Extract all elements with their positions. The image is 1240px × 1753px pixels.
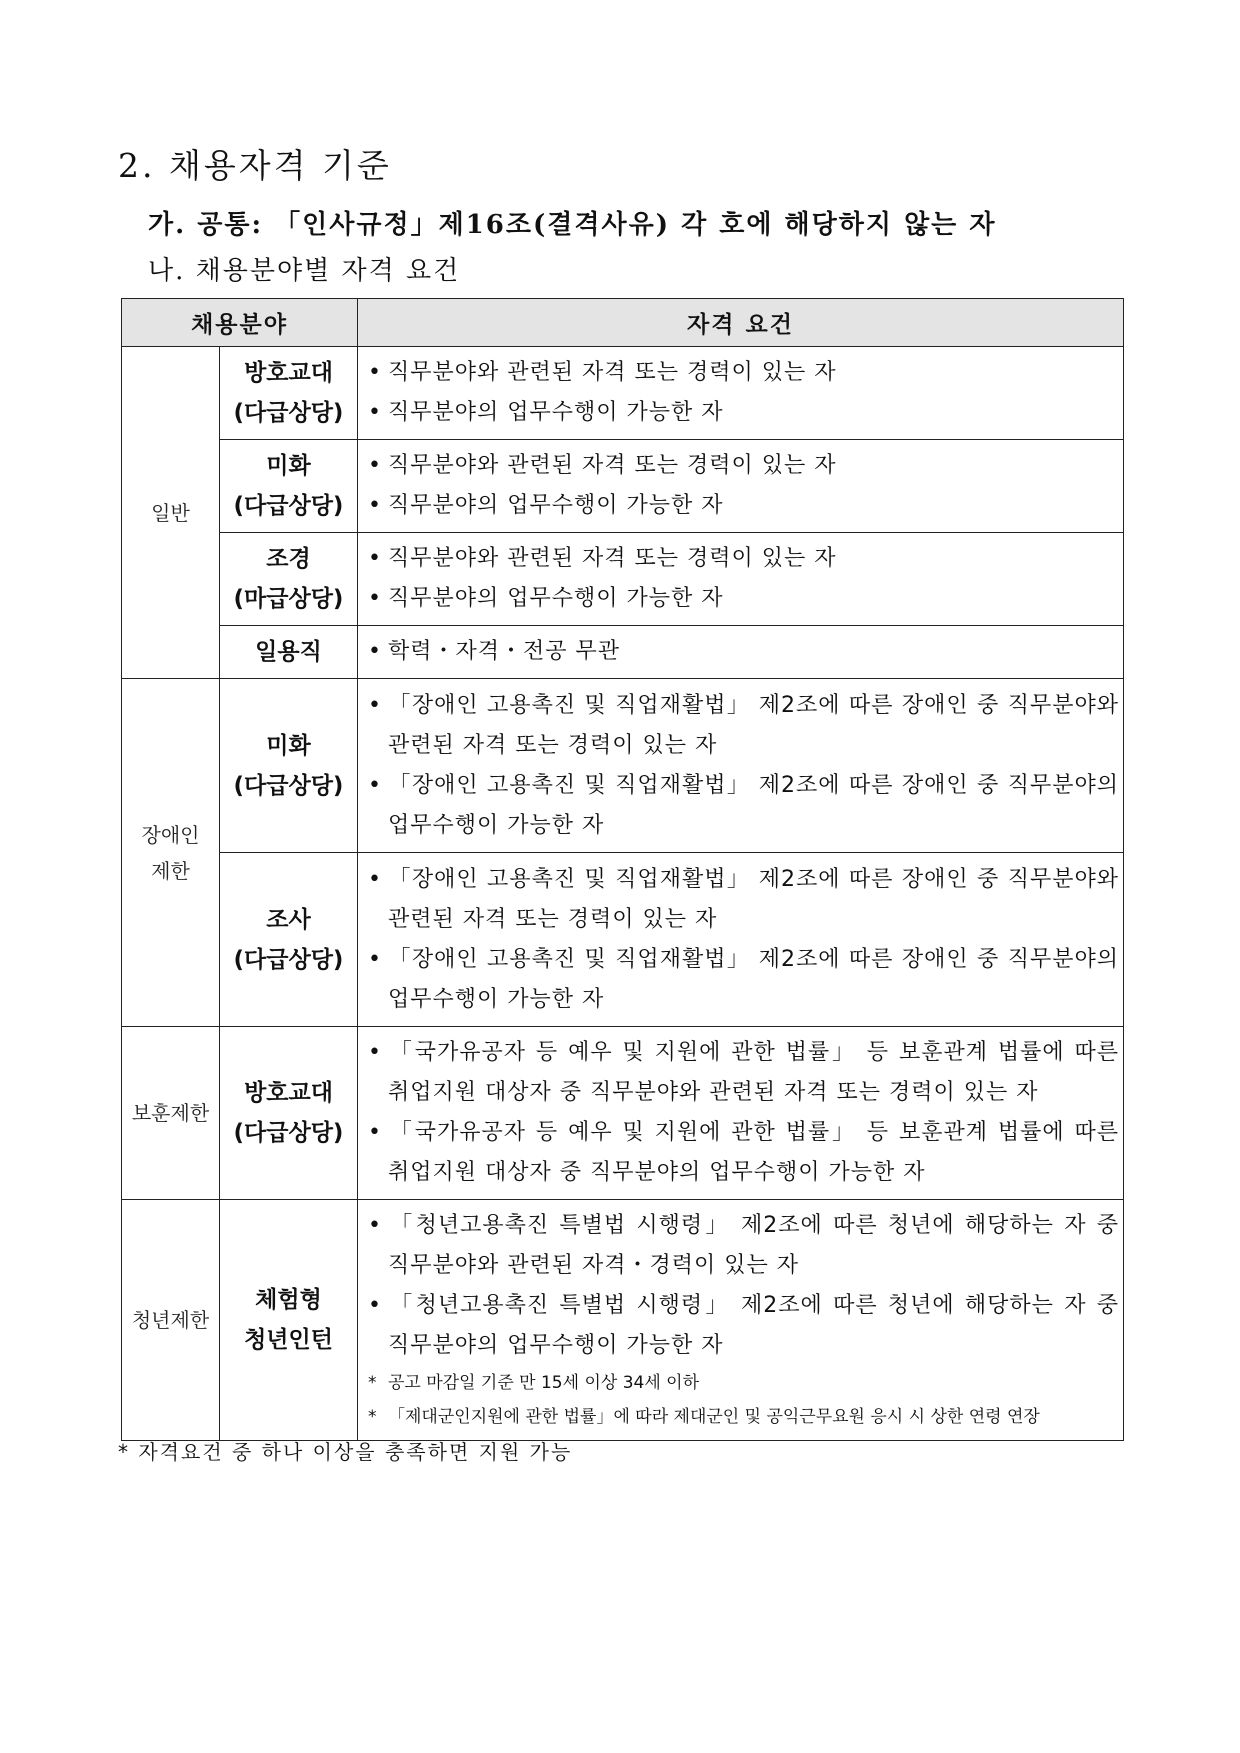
note-mark: * [368,1407,377,1427]
common-requirement-heading: 가. 공통: 「인사규정」제16조(결격사유) 각 호에 해당하지 않는 자 [148,210,997,240]
requirement-cell [358,347,1124,440]
field-name: 미화 [266,453,311,479]
table-row [122,1027,1124,1200]
requirement-cell [358,853,1124,1027]
category-cell [122,1200,220,1441]
field-cell [220,440,358,533]
requirement-item: • 직무분야와 관련된 자격 또는 경력이 있는 자 [368,539,1119,579]
field-cell [220,347,358,440]
field-name: 방호교대 [244,360,333,386]
requirement-item: • 「국가유공자 등 예우 및 지원에 관한 법률」 등 보훈관계 법률에 따른 취업지원 대상자 중 직무분야와 관련된 자격 또는 경력이 있는 자 [368,1033,1119,1113]
bullet: • [368,400,382,425]
table-row [122,626,1124,679]
table-row [122,440,1124,533]
field-cell [220,533,358,626]
requirement-cell [358,1027,1124,1200]
requirement-item: • 직무분야의 업무수행이 가능한 자 [368,393,1119,433]
field-requirement-heading: 나. 채용분야별 자격 요건 [148,256,461,286]
requirement-item: • 직무분야의 업무수행이 가능한 자 [368,579,1119,619]
requirement-item: • 직무분야와 관련된 자격 또는 경력이 있는 자 [368,446,1119,486]
table-row [122,347,1124,440]
requirement-item: • 「국가유공자 등 예우 및 지원에 관한 법률」 등 보훈관계 법률에 따른 취업지원 대상자 중 직무분야의 업무수행이 가능한 자 [368,1113,1119,1193]
requirement-item: • 「청년고용촉진 특별법 시행령」 제2조에 따른 청년에 해당하는 자 중 직무분야와 관련된 자격・경력이 있는 자 [368,1206,1119,1286]
bullet: • [368,639,382,664]
requirement-cell [358,1200,1124,1441]
category-cell [122,347,220,679]
field-cell [220,1027,358,1200]
footnote: * 자격요건 중 하나 이상을 충족하면 지원 가능 [118,1440,573,1464]
header-requirements: 자격 요건 [358,299,1124,347]
requirement-item: • 「청년고용촉진 특별법 시행령」 제2조에 따른 청년에 해당하는 자 중 직무분야의 업무수행이 가능한 자 [368,1286,1119,1366]
requirement-cell [358,626,1124,679]
category-label: 보훈제한 [131,1101,210,1125]
category-cell [122,679,220,1027]
table-row [122,533,1124,626]
requirement-note: * 「제대군인지원에 관한 법률」에 따라 제대군인 및 공익근무요원 응시 시 상한 연령 연장 [368,1400,1119,1434]
field-grade: (다급상당) [233,1120,344,1146]
field-name: 체험형 [255,1287,322,1313]
field-name: 일용직 [255,639,322,665]
bullet: • [368,360,382,385]
requirement-item: • 학력・자격・전공 무관 [368,632,1119,672]
bullet: • [368,453,382,478]
category-label: 청년제한 [131,1308,210,1332]
bullet: • [368,1120,382,1145]
field-name: 방호교대 [244,1080,333,1106]
field-cell [220,626,358,679]
requirement-item: • 「장애인 고용촉진 및 직업재활법」 제2조에 따른 장애인 중 직무분야와 관련된 자격 또는 경력이 있는 자 [368,860,1119,940]
bullet: • [368,1293,382,1318]
field-grade: (다급상당) [233,946,344,973]
bullet: • [368,586,382,611]
field-cell [220,1200,358,1441]
requirements-table [121,298,1124,1441]
table-row [122,1200,1124,1441]
table-row [122,853,1124,1027]
field-name: 조경 [266,546,311,572]
requirement-cell [358,533,1124,626]
category-cell [122,1027,220,1200]
requirement-cell [358,679,1124,853]
field-grade: (다급상당) [233,400,344,426]
requirement-item: • 직무분야의 업무수행이 가능한 자 [368,486,1119,526]
bullet: • [368,493,382,518]
requirement-cell [358,440,1124,533]
field-name: 조사 [266,906,311,933]
bullet: • [368,692,382,718]
requirement-item: • 「장애인 고용촉진 및 직업재활법」 제2조에 따른 장애인 중 직무분야와 관련된 자격 또는 경력이 있는 자 [368,686,1119,766]
bullet: • [368,866,382,892]
field-grade: (마급상당) [233,586,344,612]
bullet: • [368,946,382,972]
requirement-note: * 공고 마감일 기준 만 15세 이상 34세 이하 [368,1366,1119,1400]
bullet: • [368,772,382,798]
category-label: 일반 [151,500,190,525]
field-name-line2: 청년인턴 [244,1327,333,1353]
field-name: 미화 [266,732,311,759]
requirement-item: • 직무분야와 관련된 자격 또는 경력이 있는 자 [368,353,1119,393]
header-field: 채용분야 [122,299,358,347]
field-grade: (다급상당) [233,772,344,799]
field-cell [220,853,358,1027]
category-label: 장애인 [141,822,200,847]
bullet: • [368,1040,382,1065]
requirement-item: • 「장애인 고용촉진 및 직업재활법」 제2조에 따른 장애인 중 직무분야의 업무수행이 가능한 자 [368,940,1119,1020]
table-row [122,679,1124,853]
bullet: • [368,1213,382,1238]
bullet: • [368,546,382,571]
field-grade: (다급상당) [233,493,344,519]
note-mark: * [368,1373,377,1393]
table-header-row [122,299,1124,347]
section-title: 2. 채용자격 기준 [118,146,392,185]
field-cell [220,679,358,853]
category-label: 제한 [151,858,190,883]
requirement-item: • 「장애인 고용촉진 및 직업재활법」 제2조에 따른 장애인 중 직무분야의 업무수행이 가능한 자 [368,766,1119,846]
